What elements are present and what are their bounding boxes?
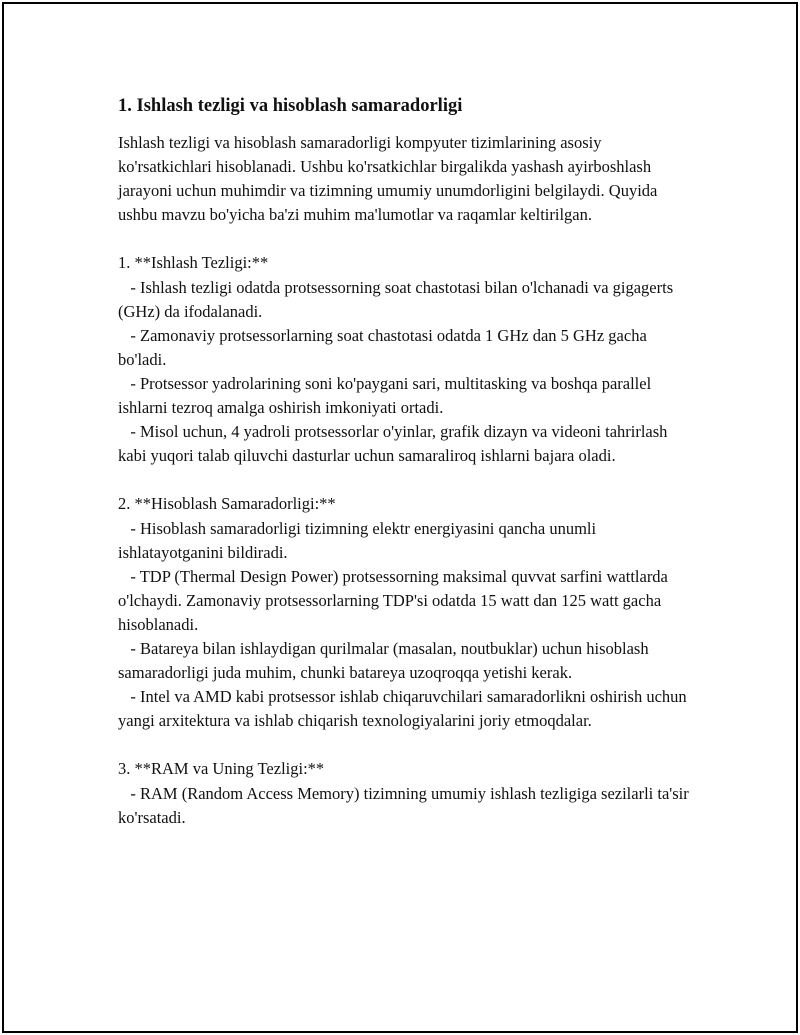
list-item: - Protsessor yadrolarining soni ko'paygani sari, multitasking va boshqa parallel ishlarni tezroq amalga oshirish imkoniyati ortadi. bbox=[118, 373, 656, 418]
section-ishlash-tezligi bbox=[118, 251, 698, 468]
section-heading: 1. Ishlash tezligi va hisoblash samaradorligi bbox=[118, 96, 463, 116]
list-item: - RAM (Random Access Memory) tizimning umumiy ishlash tezligiga sezilarli ta'sir ko'rsatadi. bbox=[118, 783, 693, 827]
paragraph-gap bbox=[118, 227, 698, 251]
list-item: - Hisoblash samaradorligi tizimning elektr energiyasini qancha unumli ishlatayotganini bildiradi. bbox=[118, 518, 601, 562]
document-body bbox=[118, 93, 698, 830]
paragraph-gap bbox=[118, 468, 698, 492]
section-title: 2. **Hisoblash Samaradorligi:** bbox=[118, 494, 336, 514]
intro-paragraph: Ishlash tezligi va hisoblash samaradorligi kompyuter tizimlarining asosiy ko'rsatkichlari hisoblanadi. Ushbu ko'rsatkichlar birgalikda yashash ayirboshlash jarayoni uchun muhimdir va tizimning umumiy unumdorligini belgilaydi. Quyida ushbu mavzu bo'yicha ba'zi muhim ma'lumotlar va raqamlar keltirilgan. bbox=[118, 133, 662, 225]
list-item: - Misol uchun, 4 yadroli protsessorlar o'yinlar, grafik dizayn va videoni tahrirlash kabi yuqori talab qiluvchi dasturlar uchun samaraliroq ishlarni bajara oladi. bbox=[118, 422, 672, 466]
list-item: - Ishlash tezligi odatda protsessorning soat chastotasi bilan o'lchanadi va gigagerts (GHz) da ifodalanadi. bbox=[118, 277, 678, 321]
section-ram-tezligi bbox=[118, 757, 698, 829]
list-item: - Batareya bilan ishlaydigan qurilmalar (masalan, noutbuklar) uchun hisoblash samaradorligi juda muhim, chunki batareya uzoqroqqa yetishi kerak. bbox=[118, 638, 653, 683]
list-item: - Intel va AMD kabi protsessor ishlab chiqaruvchilari samaradorlikni oshirish uchun yangi arxitektura va ishlab chiqarish texnologiyalarini joriy etmoqdalar. bbox=[118, 687, 691, 731]
section-hisoblash-samaradorligi bbox=[118, 492, 698, 733]
paragraph-gap bbox=[118, 733, 698, 757]
section-title: 1. **Ishlash Tezligi:** bbox=[118, 253, 269, 273]
list-item: - Zamonaviy protsessorlarning soat chastotasi odatda 1 GHz dan 5 GHz gacha bo'ladi. bbox=[118, 325, 651, 369]
section-title: 3. **RAM va Uning Tezligi:** bbox=[118, 759, 325, 779]
list-item: - TDP (Thermal Design Power) protsessorning maksimal quvvat sarfini wattlarda o'lchaydi. Zamonaviy protsessorlarning TDP'si odatda 15 watt dan 125 watt gacha hisoblanadi. bbox=[118, 566, 673, 634]
